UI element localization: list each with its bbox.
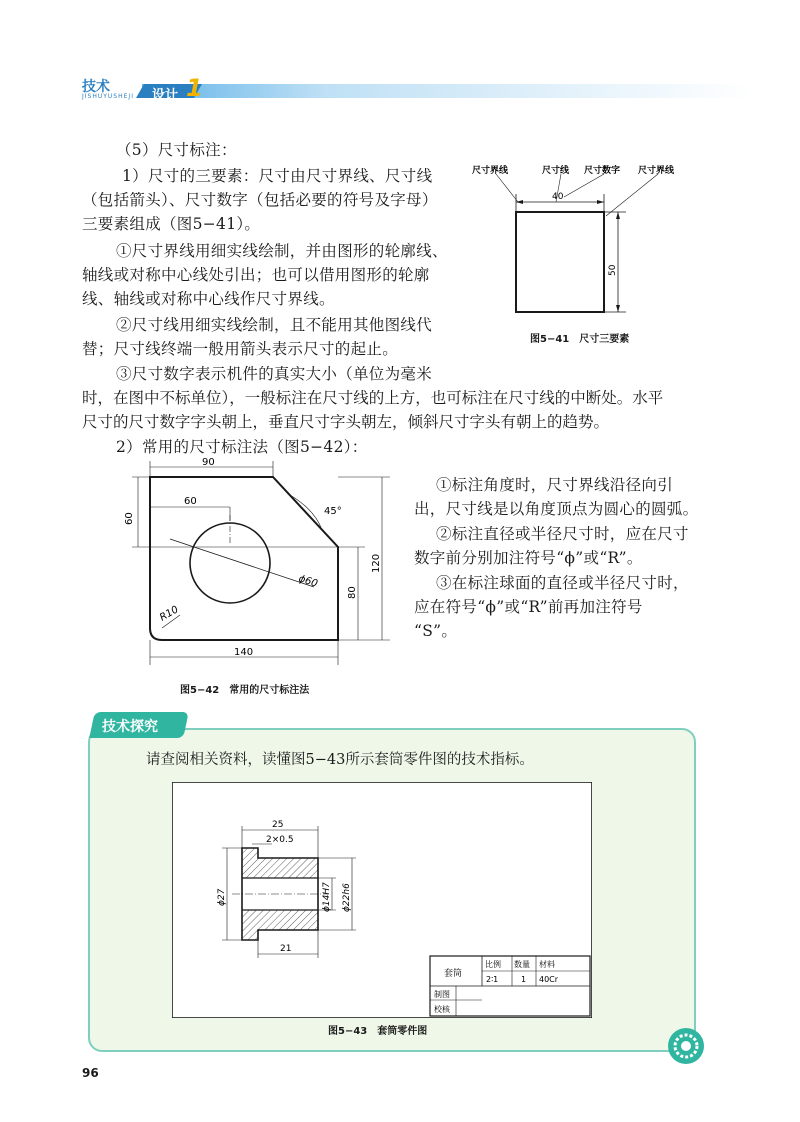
- para-5: 2）常用的尺寸标注法（图5−42）：: [116, 438, 368, 456]
- fig43-tb-qty-header: 数量: [514, 960, 530, 969]
- fig43-dim-phi22: ϕ22h6: [342, 883, 352, 912]
- fig43-frame: [172, 782, 592, 1018]
- para-3-line-1: ②尺寸线用细实线绘制，且不能用其他图线代: [116, 316, 433, 334]
- fig42-dim-r10: R10: [158, 604, 181, 624]
- fig43-tb-scale: 2∶1: [486, 975, 499, 984]
- fig41-label-extension-2: 尺寸界线: [638, 166, 675, 176]
- explore-text: 请查阅相关资料，读懂图5−43所示套筒零件图的技术指标。: [146, 752, 534, 768]
- fig43-caption: 图5−43 套筒零件图: [328, 1026, 428, 1037]
- para-1-line-3: 三要素组成（图5−41）。: [82, 215, 261, 233]
- para-2-line-3: 线、轴线或对称中心线作尺寸界线。: [82, 290, 335, 308]
- fig41-label-extension: 尺寸界线: [472, 166, 509, 176]
- right-3-line-3: “S”。: [414, 622, 458, 640]
- para-1-line-1: 1）尺寸的三要素：尺寸由尺寸界线、尺寸线: [122, 167, 433, 185]
- fig42-caption: 图5−42 常用的尺寸标注法: [180, 685, 310, 696]
- fig43-dim-phi14: ϕ14H7: [322, 882, 332, 912]
- fig43-tb-qty: 1: [521, 975, 527, 984]
- fig42-dim-120: 120: [371, 553, 382, 573]
- header-bar: [82, 76, 752, 100]
- fig41-dim-width: 40: [552, 192, 564, 202]
- header-design: 设计: [152, 88, 179, 103]
- right-2-line-2: 数字前分别加注符号“ϕ”或“R”。: [414, 549, 643, 567]
- fig43-dim-21: 21: [280, 944, 292, 954]
- explore-tab-label: 技术探究: [102, 719, 158, 735]
- para-2-line-2: 轴线或对称中心线处引出；也可以借用图形的轮廓: [82, 266, 430, 284]
- page-number: 96: [82, 1066, 99, 1080]
- figure-5-41: [466, 160, 696, 320]
- header-number: 1: [186, 74, 203, 102]
- header-logo: 技术: [82, 79, 110, 95]
- fig42-dim-phi60: ϕ60: [297, 573, 319, 590]
- fig43-dim-25: 25: [272, 820, 284, 830]
- figure-5-42: [110, 455, 400, 675]
- fig43-dim-phi27: ϕ27: [217, 888, 227, 906]
- right-1-line-2: 出，尺寸线是以角度顶点为圆心的圆弧。: [414, 500, 699, 518]
- fig42-dim-140: 140: [234, 647, 254, 658]
- fig41-dim-height: 50: [608, 264, 618, 276]
- para-4-line-2: 时，在图中不标单位），一般标注在尺寸线的上方，也可标注在尺寸线的中断处。水平: [82, 389, 664, 407]
- fig43-tb-mat-header: 材料: [539, 960, 555, 969]
- fig42-dim-60-h: 60: [184, 496, 197, 507]
- fig41-rect: [516, 212, 604, 312]
- fig42-dim-60-v: 60: [124, 512, 135, 525]
- fig42-dim-45: 45°: [324, 506, 342, 517]
- fig42-dim-90: 90: [202, 457, 215, 468]
- fig43-tb-mat: 40Cr: [539, 975, 559, 984]
- fig41-label-dimline: 尺寸线: [542, 166, 570, 176]
- fig43-tb-drawn: 制图: [434, 990, 450, 999]
- fig42-dim-80: 80: [347, 586, 358, 599]
- fig43-tb-name: 套筒: [444, 969, 463, 979]
- section-title: （5）尺寸标注：: [116, 141, 237, 159]
- para-1-line-2: （包括箭头）、尺寸数字（包括必要的符号及字母）: [82, 191, 438, 209]
- fig43-tb-checked: 校核: [434, 1005, 450, 1014]
- right-1-line-1: ①标注角度时，尺寸界线沿径向引: [436, 476, 674, 494]
- para-3-line-2: 替；尺寸线终端一般用箭头表示尺寸的起止。: [82, 340, 399, 358]
- figure-5-43: [172, 782, 592, 1018]
- right-3-line-1: ③在标注球面的直径或半径尺寸时，: [436, 574, 689, 592]
- gear-icon: [666, 1026, 706, 1066]
- header-logo-sub: JISHUYUSHEJI: [82, 93, 134, 100]
- right-3-line-2: 应在符号“ϕ”或“R”前再加注符号: [414, 598, 643, 616]
- fig41-caption: 图5−41 尺寸三要素: [530, 334, 630, 345]
- para-2-line-1: ①尺寸界线用细实线绘制，并由图形的轮廓线、: [116, 242, 448, 260]
- para-4-line-3: 尺寸的尺寸数字字头朝上，垂直尺寸字头朝左，倾斜尺寸字头有朝上的趋势。: [82, 413, 610, 431]
- fig41-label-number: 尺寸数字: [584, 166, 621, 176]
- right-2-line-1: ②标注直径或半径尺寸时，应在尺寸: [436, 525, 689, 543]
- para-4-line-1: ③尺寸数字表示机件的真实大小（单位为毫米: [116, 365, 433, 383]
- fig43-dim-chamfer: 2×0.5: [266, 835, 294, 845]
- fig42-outline: [150, 477, 338, 640]
- fig43-tb-scale-header: 比例: [485, 960, 501, 969]
